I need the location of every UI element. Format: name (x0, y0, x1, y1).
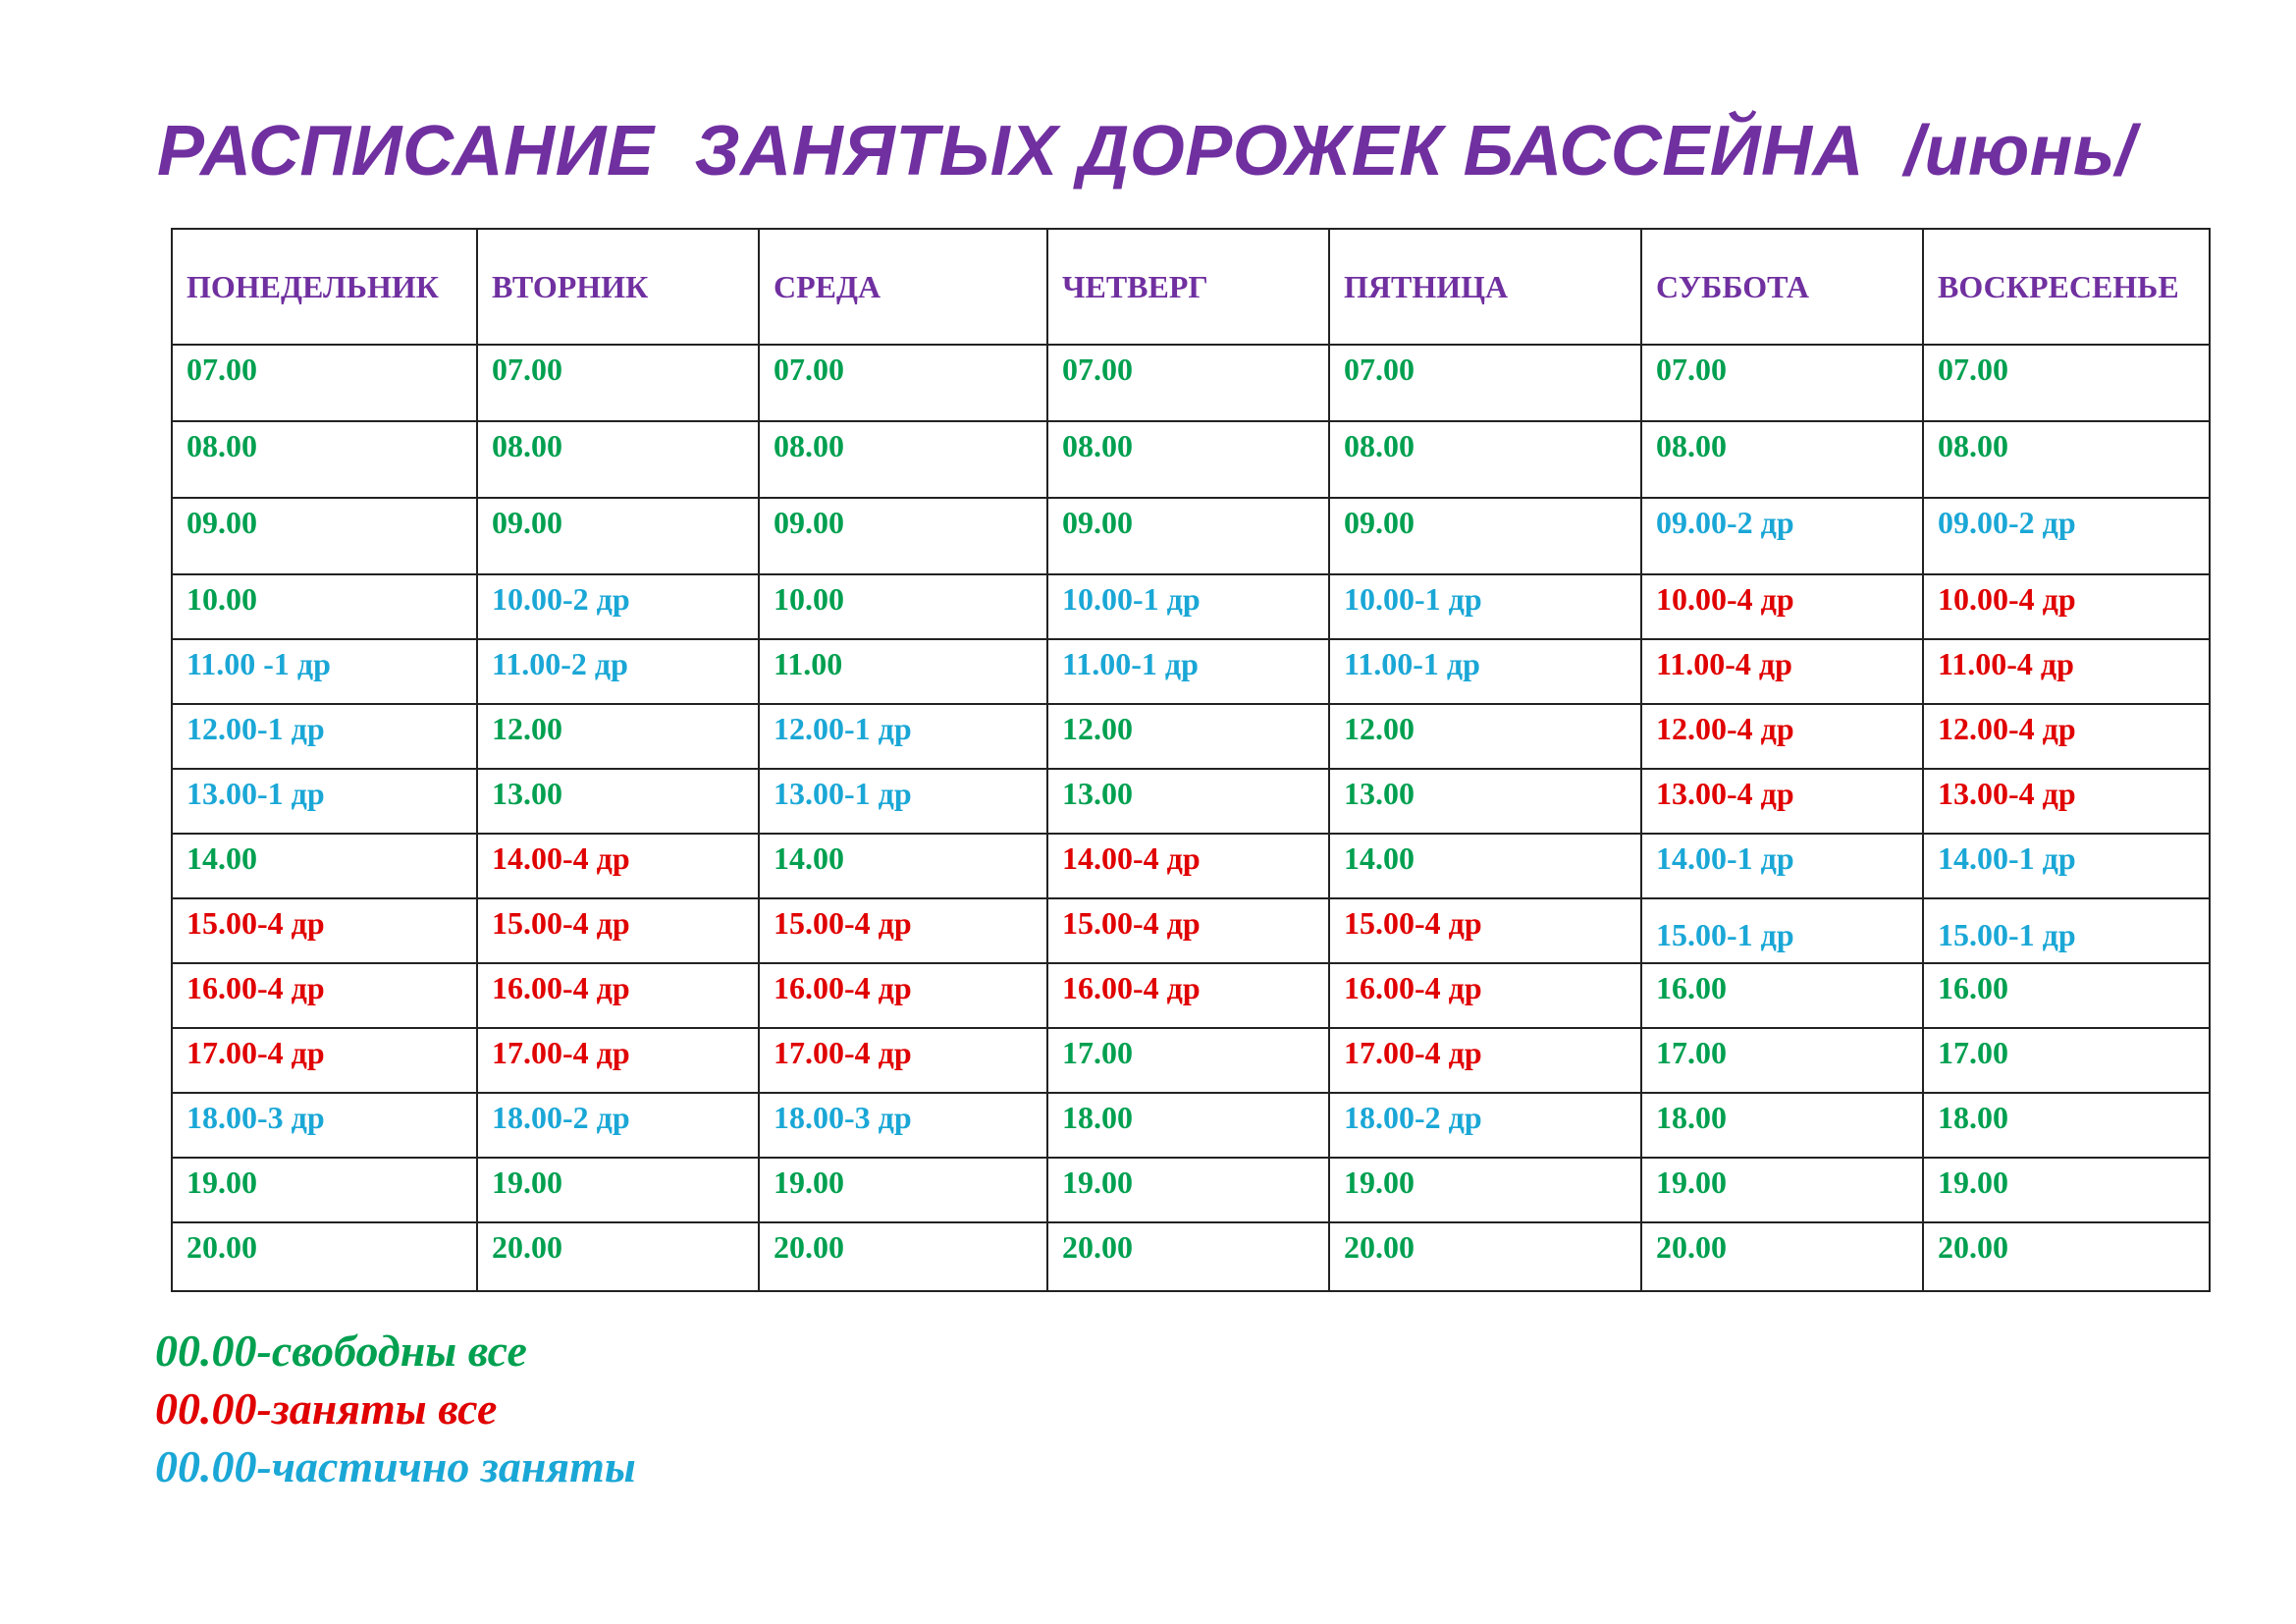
time-slot-tuesday: 08.00 (477, 421, 759, 498)
legend-partial: 00.00-частично заняты (155, 1441, 636, 1491)
time-slot-monday: 15.00-4 др (172, 898, 477, 963)
time-slot-tuesday: 10.00-2 др (477, 574, 759, 639)
time-slot-thursday: 15.00-4 др (1047, 898, 1329, 963)
time-slot-friday: 08.00 (1329, 421, 1641, 498)
time-slot-tuesday: 13.00 (477, 769, 759, 834)
day-header-monday: ПОНЕДЕЛЬНИК (172, 229, 477, 345)
time-slot-wednesday: 12.00-1 др (759, 704, 1047, 769)
schedule-table (171, 228, 2211, 1292)
time-slot-sunday: 15.00-1 др (1923, 898, 2210, 963)
time-slot-wednesday: 09.00 (759, 498, 1047, 574)
time-slot-tuesday: 15.00-4 др (477, 898, 759, 963)
time-slot-friday: 11.00-1 др (1329, 639, 1641, 704)
time-slot-monday: 08.00 (172, 421, 477, 498)
schedule-row (172, 639, 2210, 704)
page-title: РАСПИСАНИЕ ЗАНЯТЫХ ДОРОЖЕК БАССЕЙНА /июнь/ (157, 112, 2136, 190)
time-slot-friday: 10.00-1 др (1329, 574, 1641, 639)
time-slot-wednesday: 14.00 (759, 834, 1047, 898)
time-slot-monday: 09.00 (172, 498, 477, 574)
time-slot-friday: 17.00-4 др (1329, 1028, 1641, 1093)
time-slot-saturday: 08.00 (1641, 421, 1923, 498)
time-slot-monday: 11.00 -1 др (172, 639, 477, 704)
time-slot-friday: 18.00-2 др (1329, 1093, 1641, 1158)
schedule-row (172, 498, 2210, 574)
time-slot-thursday: 09.00 (1047, 498, 1329, 574)
time-slot-tuesday: 14.00-4 др (477, 834, 759, 898)
time-slot-thursday: 18.00 (1047, 1093, 1329, 1158)
time-slot-sunday: 18.00 (1923, 1093, 2210, 1158)
time-slot-saturday: 13.00-4 др (1641, 769, 1923, 834)
time-slot-monday: 14.00 (172, 834, 477, 898)
time-slot-saturday: 09.00-2 др (1641, 498, 1923, 574)
time-slot-tuesday: 11.00-2 др (477, 639, 759, 704)
time-slot-saturday: 15.00-1 др (1641, 898, 1923, 963)
schedule-row (172, 1222, 2210, 1291)
time-slot-monday: 20.00 (172, 1222, 477, 1291)
time-slot-tuesday: 18.00-2 др (477, 1093, 759, 1158)
schedule-row (172, 704, 2210, 769)
time-slot-monday: 13.00-1 др (172, 769, 477, 834)
time-slot-sunday: 19.00 (1923, 1158, 2210, 1222)
day-header-friday: ПЯТНИЦА (1329, 229, 1641, 345)
time-slot-sunday: 12.00-4 др (1923, 704, 2210, 769)
time-slot-friday: 19.00 (1329, 1158, 1641, 1222)
time-slot-tuesday: 17.00-4 др (477, 1028, 759, 1093)
time-slot-sunday: 16.00 (1923, 963, 2210, 1028)
schedule-row (172, 421, 2210, 498)
time-slot-wednesday: 11.00 (759, 639, 1047, 704)
time-slot-friday: 07.00 (1329, 345, 1641, 421)
time-slot-saturday: 17.00 (1641, 1028, 1923, 1093)
time-slot-sunday: 07.00 (1923, 345, 2210, 421)
time-slot-friday: 15.00-4 др (1329, 898, 1641, 963)
time-slot-saturday: 07.00 (1641, 345, 1923, 421)
time-slot-tuesday: 12.00 (477, 704, 759, 769)
time-slot-thursday: 14.00-4 др (1047, 834, 1329, 898)
time-slot-saturday: 11.00-4 др (1641, 639, 1923, 704)
day-header-tuesday: ВТОРНИК (477, 229, 759, 345)
time-slot-wednesday: 13.00-1 др (759, 769, 1047, 834)
day-header-wednesday: СРЕДА (759, 229, 1047, 345)
legend-free: 00.00-свободны все (155, 1326, 527, 1376)
time-slot-wednesday: 20.00 (759, 1222, 1047, 1291)
time-slot-friday: 09.00 (1329, 498, 1641, 574)
time-slot-saturday: 12.00-4 др (1641, 704, 1923, 769)
time-slot-thursday: 16.00-4 др (1047, 963, 1329, 1028)
time-slot-friday: 20.00 (1329, 1222, 1641, 1291)
time-slot-wednesday: 08.00 (759, 421, 1047, 498)
time-slot-friday: 16.00-4 др (1329, 963, 1641, 1028)
time-slot-thursday: 10.00-1 др (1047, 574, 1329, 639)
time-slot-wednesday: 10.00 (759, 574, 1047, 639)
schedule-row (172, 1158, 2210, 1222)
time-slot-monday: 10.00 (172, 574, 477, 639)
time-slot-friday: 14.00 (1329, 834, 1641, 898)
schedule-row (172, 963, 2210, 1028)
time-slot-wednesday: 07.00 (759, 345, 1047, 421)
schedule-row (172, 834, 2210, 898)
time-slot-saturday: 14.00-1 др (1641, 834, 1923, 898)
time-slot-thursday: 20.00 (1047, 1222, 1329, 1291)
time-slot-saturday: 10.00-4 др (1641, 574, 1923, 639)
time-slot-wednesday: 18.00-3 др (759, 1093, 1047, 1158)
schedule-row (172, 898, 2210, 963)
time-slot-sunday: 14.00-1 др (1923, 834, 2210, 898)
time-slot-thursday: 08.00 (1047, 421, 1329, 498)
schedule-row (172, 1093, 2210, 1158)
schedule-body (172, 345, 2210, 1291)
time-slot-tuesday: 19.00 (477, 1158, 759, 1222)
time-slot-saturday: 18.00 (1641, 1093, 1923, 1158)
time-slot-wednesday: 15.00-4 др (759, 898, 1047, 963)
day-header-saturday: СУББОТА (1641, 229, 1923, 345)
time-slot-thursday: 19.00 (1047, 1158, 1329, 1222)
time-slot-wednesday: 16.00-4 др (759, 963, 1047, 1028)
time-slot-saturday: 19.00 (1641, 1158, 1923, 1222)
time-slot-thursday: 13.00 (1047, 769, 1329, 834)
time-slot-wednesday: 17.00-4 др (759, 1028, 1047, 1093)
schedule-row (172, 574, 2210, 639)
time-slot-sunday: 08.00 (1923, 421, 2210, 498)
schedule-header (172, 229, 2210, 345)
time-slot-friday: 12.00 (1329, 704, 1641, 769)
time-slot-friday: 13.00 (1329, 769, 1641, 834)
time-slot-tuesday: 07.00 (477, 345, 759, 421)
time-slot-monday: 16.00-4 др (172, 963, 477, 1028)
time-slot-monday: 07.00 (172, 345, 477, 421)
schedule-row (172, 769, 2210, 834)
day-header-row (172, 229, 2210, 345)
time-slot-monday: 17.00-4 др (172, 1028, 477, 1093)
time-slot-sunday: 20.00 (1923, 1222, 2210, 1291)
time-slot-tuesday: 20.00 (477, 1222, 759, 1291)
time-slot-saturday: 20.00 (1641, 1222, 1923, 1291)
time-slot-sunday: 11.00-4 др (1923, 639, 2210, 704)
time-slot-sunday: 17.00 (1923, 1028, 2210, 1093)
time-slot-sunday: 13.00-4 др (1923, 769, 2210, 834)
legend (155, 1322, 636, 1495)
time-slot-sunday: 10.00-4 др (1923, 574, 2210, 639)
day-header-thursday: ЧЕТВЕРГ (1047, 229, 1329, 345)
time-slot-sunday: 09.00-2 др (1923, 498, 2210, 574)
day-header-sunday: ВОСКРЕСЕНЬЕ (1923, 229, 2210, 345)
time-slot-thursday: 07.00 (1047, 345, 1329, 421)
time-slot-saturday: 16.00 (1641, 963, 1923, 1028)
time-slot-monday: 18.00-3 др (172, 1093, 477, 1158)
time-slot-thursday: 17.00 (1047, 1028, 1329, 1093)
schedule-row (172, 345, 2210, 421)
legend-busy: 00.00-заняты все (155, 1383, 498, 1434)
time-slot-thursday: 11.00-1 др (1047, 639, 1329, 704)
time-slot-wednesday: 19.00 (759, 1158, 1047, 1222)
schedule-row (172, 1028, 2210, 1093)
time-slot-thursday: 12.00 (1047, 704, 1329, 769)
time-slot-tuesday: 09.00 (477, 498, 759, 574)
time-slot-tuesday: 16.00-4 др (477, 963, 759, 1028)
time-slot-monday: 19.00 (172, 1158, 477, 1222)
time-slot-monday: 12.00-1 др (172, 704, 477, 769)
